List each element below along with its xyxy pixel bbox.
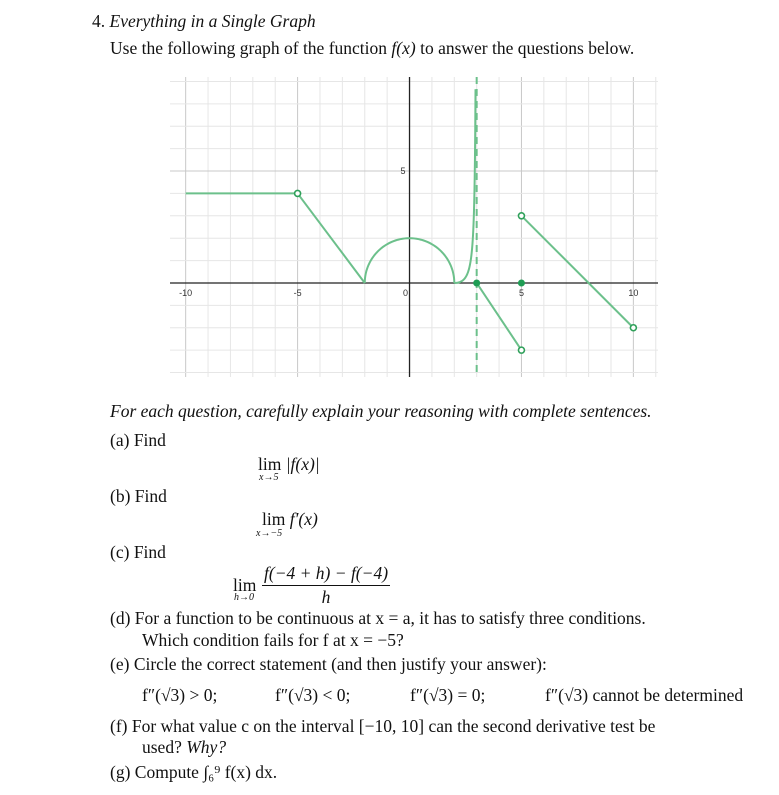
- limit-subscript: h→0: [234, 592, 254, 603]
- open-point: [295, 190, 301, 196]
- x-tick-label: -5: [293, 287, 302, 298]
- question-f: [110, 716, 655, 736]
- question-text: For what value c on the interval [−10, 10] can the second derivative test be: [131, 716, 656, 736]
- problem-title: Everything in a Single Graph: [109, 11, 316, 31]
- problem-intro: [110, 38, 634, 58]
- option-3[interactable]: f″(√3) = 0;: [410, 685, 486, 705]
- limit-subscript: x→−5: [256, 528, 283, 539]
- closed-point: [473, 279, 480, 286]
- limit-expression: f′(x): [289, 509, 318, 529]
- question-label: (c): [110, 542, 130, 562]
- question-label: (g): [110, 762, 131, 782]
- lim-symbol: lim: [262, 509, 286, 529]
- open-point: [518, 213, 524, 219]
- question-text: Find: [133, 542, 166, 562]
- function-graph: [170, 77, 658, 377]
- question-text: used?: [142, 737, 182, 757]
- question-text: Circle the correct statement (and then justify your answer):: [133, 654, 547, 674]
- difference-quotient: [262, 563, 390, 608]
- limit-expression: |f(x)|: [285, 454, 320, 474]
- numerator: f(−4 + h) − f(−4): [262, 563, 390, 586]
- limit-subscript: x→5: [259, 472, 279, 483]
- lim-symbol: lim: [258, 454, 282, 474]
- limit-b: [262, 509, 318, 529]
- question-f-line2: [142, 737, 226, 757]
- option-1[interactable]: f″(√3) > 0;: [142, 685, 218, 705]
- option-4[interactable]: f″(√3) cannot be determined: [545, 685, 744, 705]
- question-label: (a): [110, 430, 130, 450]
- question-text: Compute ∫₆⁹ f(x) dx.: [134, 762, 278, 782]
- graph-segment: [518, 216, 633, 328]
- problem-number: 4.: [92, 11, 106, 31]
- question-text: Find: [133, 430, 166, 450]
- question-label: (f): [110, 716, 128, 736]
- open-point: [630, 325, 636, 331]
- question-d-line2: Which condition fails for f at x = −5?: [142, 630, 404, 650]
- x-tick-label: -10: [179, 287, 193, 298]
- question-a: [110, 430, 166, 450]
- question-text: For a function to be continuous at x = a, it has to satisfy three conditions.: [134, 608, 646, 628]
- why-text: Why?: [186, 737, 227, 757]
- denominator: h: [321, 587, 331, 607]
- open-point: [518, 347, 524, 353]
- question-label: (d): [110, 608, 131, 628]
- question-d: [110, 608, 646, 628]
- question-label: (e): [110, 654, 130, 674]
- x-tick-label: 5: [518, 287, 524, 298]
- question-c: [110, 542, 166, 562]
- question-e: [110, 654, 547, 674]
- intro-text-end: to answer the questions below.: [420, 38, 635, 58]
- y-tick-label: 5: [400, 166, 406, 177]
- intro-text: Use the following graph of the function: [110, 38, 388, 58]
- option-2[interactable]: f″(√3) < 0;: [275, 685, 351, 705]
- problem-heading: [92, 11, 316, 31]
- x-tick-label: 10: [628, 287, 639, 298]
- question-g: [110, 762, 277, 782]
- graph-asymptotic-curve: [454, 89, 475, 283]
- question-b: [110, 486, 167, 506]
- lim-symbol: lim: [233, 575, 257, 595]
- question-label: (b): [110, 486, 131, 506]
- x-tick-label: 0: [403, 287, 409, 298]
- closed-point: [518, 279, 525, 286]
- instruction: For each question, carefully explain your reasoning with complete sentences.: [110, 401, 652, 421]
- intro-function: f(x): [391, 38, 416, 58]
- limit-a: [258, 454, 320, 474]
- question-text: Find: [134, 486, 167, 506]
